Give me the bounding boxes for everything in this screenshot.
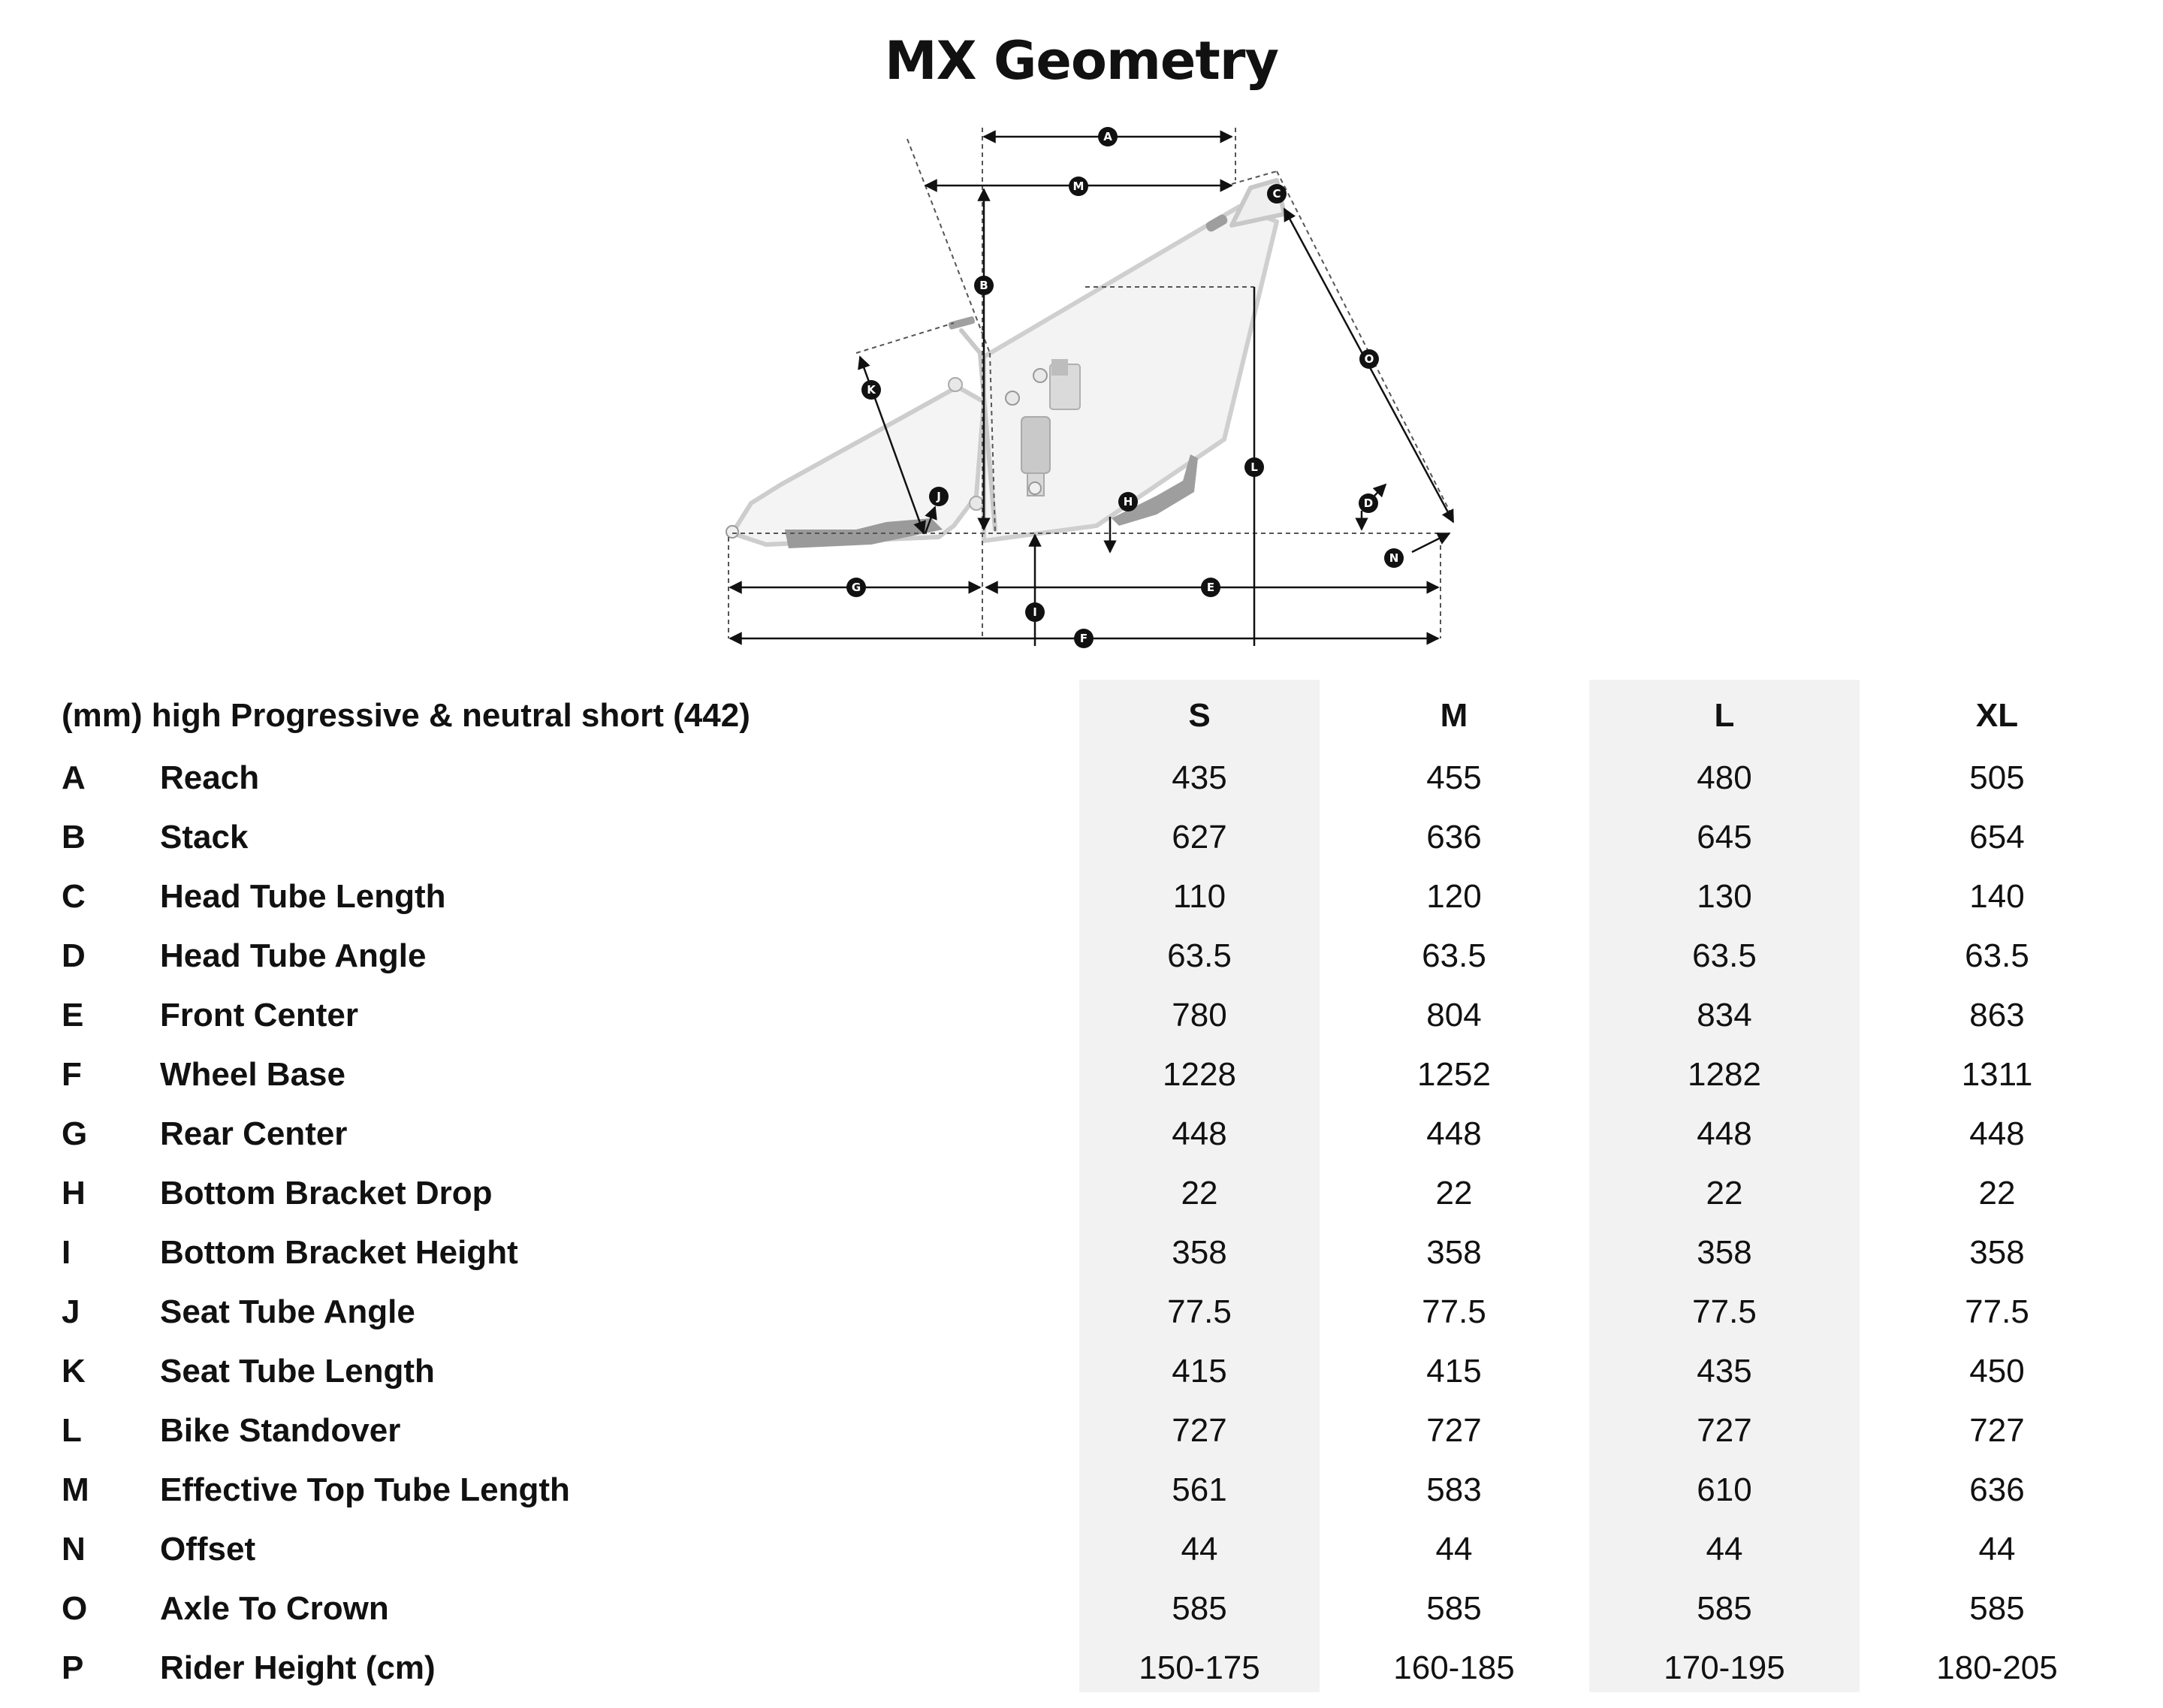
row-value: 22 [1435,1175,1473,1212]
row-value: 834 [1697,997,1752,1034]
svg-text:L: L [1250,460,1258,474]
row-code: K [62,1353,86,1390]
svg-text:A: A [1103,130,1112,143]
row-code: O [62,1590,88,1627]
row-value: 22 [1978,1175,2016,1212]
row-value: 1228 [1163,1056,1236,1093]
row-value: 627 [1172,819,1227,856]
row-value: 585 [1426,1590,1482,1627]
row-value: 727 [1969,1412,2025,1449]
row-value: 645 [1697,819,1752,856]
row-value: 654 [1969,819,2025,856]
table-row [0,1460,2163,1519]
row-value: 505 [1969,759,2025,796]
row-code: B [62,819,86,856]
row-value: 780 [1172,997,1227,1034]
row-value: 358 [1969,1234,2025,1271]
row-value: 585 [1697,1590,1752,1627]
table-row [0,1341,2163,1401]
row-code: I [62,1234,71,1271]
row-value: 77.5 [1167,1293,1232,1330]
svg-text:F: F [1079,632,1088,645]
row-name: Stack [160,819,249,856]
row-name: Rear Center [160,1115,348,1152]
row-value: 44 [1435,1531,1473,1568]
row-value: 44 [1706,1531,1743,1568]
row-value: 1311 [1961,1056,2033,1093]
row-value: 583 [1426,1471,1482,1508]
row-name: Reach [160,759,260,796]
table-row [0,748,2163,807]
table-row [0,1223,2163,1282]
row-code: C [62,878,86,915]
row-value: 435 [1172,759,1227,796]
svg-text:K: K [867,383,876,397]
svg-text:O: O [1364,352,1374,366]
row-name: Effective Top Tube Length [160,1471,570,1508]
row-value: 448 [1426,1115,1482,1152]
row-name: Head Tube Length [160,878,446,915]
row-value: 358 [1172,1234,1227,1271]
row-value: 77.5 [1422,1293,1486,1330]
table-row [0,1045,2163,1104]
row-value: 110 [1172,878,1226,915]
size-header: XL [1975,697,2019,734]
row-code: F [62,1056,82,1093]
svg-text:E: E [1206,581,1215,594]
row-code: G [62,1115,88,1152]
row-name: Bottom Bracket Drop [160,1175,493,1212]
row-name: Rider Height (cm) [160,1649,436,1686]
row-code: H [62,1175,86,1212]
row-name: Axle To Crown [160,1590,389,1627]
row-value: 450 [1969,1353,2025,1390]
page-title: MX Geometry [884,30,1279,92]
row-value: 585 [1172,1590,1227,1627]
table-row [0,926,2163,985]
row-name: Seat Tube Length [160,1353,435,1390]
row-value: 863 [1969,997,2025,1034]
table-header-row [0,686,2163,745]
table-row [0,1579,2163,1638]
svg-text:B: B [979,279,988,292]
table-row [0,1104,2163,1163]
row-value: 455 [1426,759,1482,796]
size-header: M [1440,697,1468,734]
row-value: 63.5 [1965,937,2029,974]
row-value: 150-175 [1139,1649,1260,1686]
row-value: 160-185 [1393,1649,1515,1686]
row-code: N [62,1531,86,1568]
row-name: Wheel Base [160,1056,345,1093]
row-value: 170-195 [1664,1649,1785,1686]
row-value: 480 [1697,759,1752,796]
row-code: M [62,1471,89,1508]
row-value: 804 [1426,997,1482,1034]
row-value: 180-205 [1936,1649,2058,1686]
svg-text:G: G [851,581,861,594]
row-value: 561 [1172,1471,1227,1508]
row-value: 130 [1697,878,1752,915]
row-code: L [62,1412,82,1449]
svg-text:I: I [1033,605,1037,619]
table-row [0,1282,2163,1341]
svg-text:J: J [937,490,941,503]
table-row [0,1163,2163,1223]
row-value: 610 [1697,1471,1752,1508]
row-value: 435 [1697,1353,1752,1390]
table-caption: (mm) high Progressive & neutral short (442) [62,697,750,734]
row-code: P [62,1649,84,1686]
row-name: Bike Standover [160,1412,401,1449]
table-row [0,807,2163,867]
row-value: 44 [1181,1531,1218,1568]
row-value: 415 [1172,1353,1227,1390]
row-value: 636 [1969,1471,2025,1508]
row-value: 448 [1697,1115,1752,1152]
row-value: 585 [1969,1590,2025,1627]
row-value: 727 [1697,1412,1752,1449]
row-value: 727 [1172,1412,1227,1449]
row-value: 636 [1426,819,1482,856]
row-value: 120 [1426,878,1482,915]
size-header: S [1188,697,1211,734]
row-name: Bottom Bracket Height [160,1234,518,1271]
row-value: 448 [1969,1115,2025,1152]
row-value: 358 [1426,1234,1482,1271]
row-code: J [62,1293,80,1330]
row-value: 22 [1706,1175,1743,1212]
row-value: 77.5 [1965,1293,2029,1330]
row-code: E [62,997,84,1034]
row-value: 1282 [1688,1056,1761,1093]
row-name: Front Center [160,997,358,1034]
table-row [0,985,2163,1045]
svg-text:N: N [1389,551,1399,565]
row-name: Offset [160,1531,256,1568]
size-header: L [1714,697,1735,734]
row-value: 140 [1969,878,2025,915]
table-row [0,1519,2163,1579]
row-value: 44 [1978,1531,2016,1568]
row-code: D [62,937,86,974]
row-value: 22 [1181,1175,1218,1212]
table-row [0,1638,2163,1697]
row-value: 63.5 [1422,937,1486,974]
row-value: 63.5 [1167,937,1232,974]
svg-text:M: M [1072,180,1085,193]
table-row [0,867,2163,926]
table-row [0,1401,2163,1460]
row-code: A [62,759,86,796]
row-value: 358 [1697,1234,1752,1271]
row-value: 1252 [1417,1056,1491,1093]
row-value: 63.5 [1692,937,1757,974]
row-name: Head Tube Angle [160,937,427,974]
row-value: 77.5 [1692,1293,1757,1330]
svg-text:H: H [1123,495,1133,508]
row-value: 415 [1426,1353,1482,1390]
svg-text:C: C [1272,187,1281,201]
row-value: 448 [1172,1115,1227,1152]
row-name: Seat Tube Angle [160,1293,415,1330]
row-value: 727 [1426,1412,1482,1449]
svg-text:D: D [1363,496,1374,510]
